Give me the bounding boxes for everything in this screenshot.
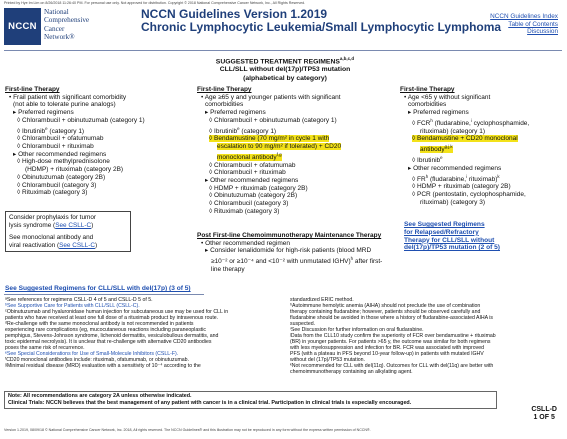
guideline-version-title: NCCN Guidelines Version 1.2019: [141, 7, 328, 21]
see-csll-c-link[interactable]: See CSLL-C: [55, 221, 92, 229]
regimen-name: ◊ FR: [412, 175, 426, 183]
younger-population: • Age <65 y without significant: [404, 93, 491, 101]
regimen-item: [400, 173, 529, 184]
reactivation-text: See monoclonal antibody and: [9, 234, 94, 242]
footnote: experiencing rare complications (eg, mucocutaneous reactions including paraneoplastic: [5, 327, 206, 333]
footnote: ⁱSee Discussion for further information on oral fludarabine.: [290, 327, 424, 333]
maintenance-section: [197, 232, 382, 274]
prophylaxis-text: lysis syndrome: [9, 221, 54, 229]
regimen-item: ◊ Rituximab (category 3): [209, 207, 280, 215]
footnote: ᵃSee references for regimens CSLL-D 4 of 5 and CSLL-D 5 of 5.: [5, 297, 153, 303]
footnote: ʰAutoimmune hemolytic anemia (AIHA) should not preclude the use of combination: [290, 303, 481, 309]
regimen-item-cont: rituximab) (category 3): [420, 198, 486, 206]
footnote: suspected.: [290, 321, 316, 327]
first-line-frail-column: [5, 86, 145, 197]
prophylaxis-text: Consider prophylaxis for tumor: [9, 214, 97, 221]
footnote-ref: h: [425, 173, 429, 179]
highlighted-text: monoclonal antibody: [217, 153, 277, 161]
regimen-item-cont: (HDMP) + rituximab (category 2B): [25, 166, 124, 174]
reactivation-text: viral reactivation: [9, 241, 57, 249]
regimen-item: ◊ Chlorambucil + ofatumumab: [17, 135, 104, 143]
highlighted-regimen: [197, 151, 341, 162]
prophylaxis-box: Consider prophylaxis for tumor lysis syndrome (See CSLL-C) See monoclonal antibody and viral reactivation (See CSLL-C): [5, 211, 131, 252]
footnote-ref: e: [440, 154, 443, 160]
regimen-item: ◊ PCR (pentostatin, cyclophosphamide,: [412, 191, 526, 199]
regimen-item: [197, 125, 341, 136]
regimen-text: (fludarabine,: [428, 175, 467, 183]
table-of-contents-link[interactable]: Table of Contents: [508, 20, 558, 28]
regimen-item: ◊ Chlorambucil (category 3): [17, 181, 97, 189]
older-population-cont: comorbidities: [205, 101, 244, 109]
del17p-regimens-link[interactable]: See Suggested Regimens for CLL/SLL with del(17p) (3 of 5): [5, 285, 191, 292]
regimen-item: ◊ Chlorambucil + obinutuzumab (category 1): [209, 116, 337, 124]
maintenance-text: after first-: [353, 258, 383, 266]
footnote: fludarabine should be avoided in those where a history of fludarabine-associated AIHA is: [290, 315, 494, 321]
frail-population: • Frail patient with significant comorbidity: [9, 93, 127, 101]
footnote: ᵉSee Special Considerations for Use of Small-Molecule Inhibitors (CSLL-F).: [5, 351, 179, 357]
footnote: ᵈRe-challenge with the same monoclonal antibody is not recommended in patients: [5, 321, 194, 327]
see-csll-c-link[interactable]: See CSLL-C: [59, 241, 95, 249]
footnote: with less myelosuppression and infection for BR. FCR was associated with improved: [290, 345, 485, 351]
regimen-text: (fludarabine,: [432, 119, 471, 127]
first-line-heading: First-line Therapy: [400, 86, 455, 93]
regimens-subtitle: [170, 55, 400, 83]
footnote: poses the same risk of recurrence.: [5, 345, 85, 351]
footnote-ref: i: [466, 173, 468, 179]
category-note: Note: All recommendations are category 2A unless otherwise indicated.: [8, 393, 192, 399]
relapsed-regimens-link[interactable]: Therapy for CLL/SLL without: [404, 236, 495, 244]
highlighted-regimen: [197, 135, 341, 143]
footnote: toxic epidermal necrolysis). It is unclear that re-challenge with alternative CD20 antibodies: [5, 339, 212, 345]
regimen-item: [400, 154, 529, 165]
footnote: pemphigus, Stevens-Johnson syndrome, lichenoid dermatitis, vesiculobullous dermatitis, and: [5, 333, 219, 339]
footnote-ref: i: [470, 117, 472, 123]
footnote-ref: h: [350, 256, 354, 262]
nccn-logo: NCCN: [4, 8, 41, 45]
regimen-item: ◊ High-dose methylprednisolone: [17, 158, 110, 166]
regimen-item-cont: rituximab) (category 1): [420, 127, 486, 135]
clinical-trials-note: Clinical Trials: NCCN believes that the best management of any patient with cancer is in a clinical trial. Participation in clinical trials is especially encouraged.: [8, 399, 412, 406]
highlighted-text: antibody: [420, 146, 445, 154]
regimen-category: (category 1): [47, 127, 85, 135]
footnote: ʲData from the CLL10 study confirm the superiority of FCR over bendamustine + rituximab: [290, 333, 496, 339]
highlighted-text: ◊ Bendamustine (70 mg/m² in cycle 1 with: [209, 135, 330, 143]
regimen-item: ◊ Obinutuzumab (category 2B): [17, 173, 106, 181]
maintenance-item: [197, 255, 382, 266]
regimen-item: ◊ Chlorambucil + rituximab: [209, 169, 286, 177]
regimen-item: ◊ Rituximab (category 3): [17, 189, 88, 197]
regimen-text: cyclophosphamide,: [471, 119, 530, 127]
frail-population-note: (not able to tolerate purine analogs): [13, 101, 116, 109]
maintenance-item: • Other recommended regimen: [201, 239, 290, 247]
highlighted-regimen: [197, 143, 341, 151]
other-regimens-label: ▸ Other recommended regimens: [13, 150, 107, 158]
footnotes-right: [290, 297, 496, 375]
footnote: ᵏNot recommended for CLL with del(11q). Outcomes for CLL with del(11q) are better with: [290, 363, 494, 369]
footnote: patients who have received at least one full dose of a rituximab product by intravenous route.: [5, 315, 219, 321]
relapsed-refractory-link-block: [404, 221, 500, 252]
guideline-disease-title: Chronic Lymphocytic Leukemia/Small Lymphocytic Lymphoma: [141, 20, 502, 34]
regimen-item: ◊ Chlorambucil (category 3): [209, 200, 289, 208]
footnote-ref: k: [497, 173, 500, 179]
highlighted-text: ◊ Bendamustine + CD20 monoclonal: [412, 135, 518, 143]
nav-links: [490, 13, 558, 36]
regimens-heading-sup: a,b,c,d: [339, 56, 355, 61]
relapsed-regimens-link[interactable]: for Relapsed/Refractory: [404, 228, 479, 236]
relapsed-regimens-link[interactable]: See Suggested Regimens: [404, 221, 485, 228]
first-line-younger-column: [400, 86, 529, 206]
maintenance-item: ▸ Consider lenalidomide for high-risk patients (blood MRD: [205, 247, 372, 255]
preferred-regimens-label: ▸ Preferred regimens: [205, 109, 266, 117]
preferred-regimens-label: ▸ Preferred regimens: [408, 109, 469, 117]
regimen-category: (category 1): [239, 127, 277, 135]
regimens-population: CLL/SLL without del(17p)/TP53 mutation: [219, 66, 351, 74]
regimen-text: rituximab): [467, 175, 498, 183]
regimen-name: ◊ Ibrutinib: [209, 127, 238, 135]
maintenance-heading: Post First-line Chemoimmunotherapy Maintenance Therapy: [197, 232, 382, 239]
younger-population-cont: comorbidities: [408, 101, 447, 109]
page-number: 1 OF 5: [533, 414, 555, 422]
discussion-link[interactable]: Discussion: [527, 28, 558, 36]
other-regimens-label: ▸ Other recommended regimens: [408, 164, 502, 172]
maintenance-item: line therapy: [211, 265, 245, 273]
regimen-item: [5, 125, 145, 136]
footnote: ᵇSee Supportive Care for Patients with CLL/SLL (CSLL-C).: [5, 303, 140, 309]
footnote: ᵍMinimal residual disease (MRD) evaluation with a sensitivity of 10⁻⁴ according to the: [5, 363, 201, 369]
footnote-ref: g,j,k: [444, 144, 453, 150]
regimen-item: ◊ Chlorambucil + rituximab: [17, 143, 94, 151]
del17p-link-row: [5, 285, 191, 293]
footnote: (BR) in younger patients. For patients >65 y, the outcome was similar for both regimens: [290, 339, 491, 345]
footnote: therapy containing fludarabine; however, patients should be observed carefully and: [290, 309, 481, 315]
footnote: standardized ERIC method.: [290, 297, 354, 303]
other-regimens-label: ▸ Other recommended regimens: [205, 177, 299, 185]
regimen-item: ◊ Chlorambucil + ofatumumab: [209, 161, 296, 169]
copyright-notice: Version 1.2019, 08/09/18 © National Comprehensive Cancer Network, Inc. 2018, All rights reserved. The NCCN Guidelines® and this illustration may not be reproduced in any form without the express written permission of NCCN®.: [4, 428, 371, 432]
first-line-heading: First-line Therapy: [197, 86, 252, 93]
regimens-ordering: (alphabetical by category): [243, 74, 327, 82]
footnote-ref: h: [430, 117, 433, 123]
footnote: without del (17p)/TP53 mutation.: [290, 357, 365, 363]
footnote: chemoimmunotherapy containing an alkylating agent.: [290, 369, 413, 375]
highlighted-regimen: [400, 143, 529, 154]
regimen-item: ◊ Chlorambucil + obinutuzumab (category 1): [17, 116, 145, 124]
highlighted-text: escalation to 90 mg/m² if tolerated) + CD20: [217, 143, 342, 151]
footnote-ref: e: [237, 125, 240, 131]
note-box: [4, 391, 497, 409]
highlighted-regimen: [400, 135, 529, 143]
footnote: ᶠCD20 monoclonal antibodies include: rituximab, ofatumumab, or obinutuzumab.: [5, 357, 190, 363]
footnote-ref: f,g: [276, 151, 282, 157]
first-line-heading: First-line Therapy: [5, 86, 60, 93]
regimen-name: ◊ Ibrutinib: [412, 157, 441, 165]
footnote: PFS (with a plateau in PFS beyond 10-year follow-up) in patients with mutated IGHV: [290, 351, 484, 357]
header-divider: [4, 50, 562, 51]
regimen-item: [400, 117, 529, 128]
regimens-heading: SUGGESTED TREATMENT REGIMENS: [215, 58, 340, 66]
preferred-regimens-label: ▸ Preferred regimens: [13, 109, 74, 117]
regimen-name: ◊ FCR: [412, 119, 431, 127]
footnote-divider: [4, 294, 204, 295]
regimen-item: ◊ HDMP + rituximab (category 2B): [412, 183, 511, 191]
nccn-logo-text: National Comprehensive Cancer Network®: [44, 8, 90, 41]
regimen-item: ◊ Obinutuzumab (category 2B): [209, 192, 298, 200]
maintenance-text: ≥10⁻² or ≥10⁻⁴ and <10⁻² with unmutated IGHV): [211, 258, 351, 266]
regimen-item: ◊ HDMP + rituximab (category 2B): [209, 184, 308, 192]
relapsed-regimens-link[interactable]: del(17p)/TP53 mutation (2 of 5): [404, 244, 500, 252]
first-line-older-column: [197, 86, 341, 216]
page-code-label: CSLL-D: [531, 406, 557, 413]
print-notice: Printed by Hye Im Lim on 8/26/2018 11:26:40 PM. For personal use only. Not approved for distribution. Copyright © 2018 National Comprehensive Cancer Network, Inc., All Rights Reserved.: [4, 1, 306, 5]
guidelines-index-link[interactable]: NCCN Guidelines Index: [490, 13, 558, 20]
older-population: • Age ≥65 y and younger patients with significant: [201, 93, 341, 101]
regimen-name: ◊ Ibrutinib: [17, 127, 46, 135]
footnotes-left: [5, 297, 228, 369]
footnote-ref: e: [45, 125, 48, 131]
page-code: [531, 406, 557, 423]
footnote: ᶜObinutuzumab and hyaluronidase human injection for subcutaneous use may be used for CLL in: [5, 309, 229, 315]
